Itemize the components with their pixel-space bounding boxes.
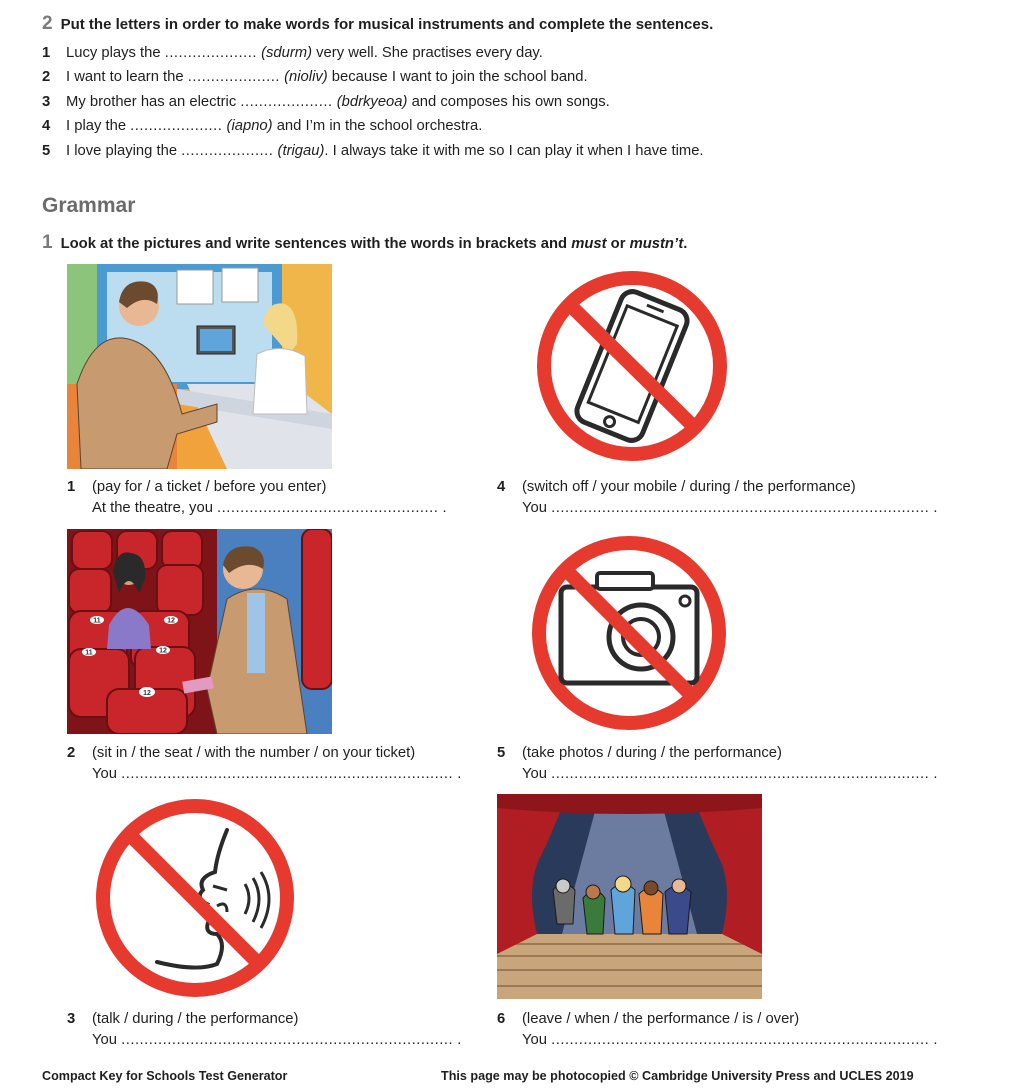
answer-end: .	[933, 500, 938, 516]
answer-end: .	[933, 1032, 938, 1048]
item-number: 5	[497, 745, 506, 761]
item-text-before: My brother has an electric	[66, 93, 241, 110]
prompt-words: (leave / when / the performance / is / over)	[522, 1011, 800, 1027]
answer-line[interactable]: ..................................................................................	[551, 1032, 930, 1048]
item-text-before: I play the	[66, 118, 131, 135]
answer-blank[interactable]: ....................	[240, 93, 333, 110]
item-text-before: I want to learn the	[66, 69, 188, 86]
answer-blank[interactable]: ....................	[181, 142, 274, 159]
stage-illustration	[497, 794, 762, 999]
scrambled-hint: (trigau)	[277, 142, 325, 159]
item-number: 4	[42, 118, 51, 135]
answer-line[interactable]: ................................................	[217, 500, 439, 516]
answer-line[interactable]: ........................................................................	[121, 766, 454, 782]
prompt-words: (pay for / a ticket / before you enter)	[92, 479, 327, 495]
prompt-5	[497, 743, 937, 785]
scrambled-hint: (nioliv)	[284, 69, 328, 86]
keyword-mustnt: mustn’t	[629, 236, 684, 252]
answer-start: You	[522, 1032, 547, 1048]
seat-number: 11	[93, 617, 101, 625]
answer-line[interactable]: ..................................................................................	[551, 766, 930, 782]
prompt-words: (sit in / the seat / with the number / on your ticket)	[92, 745, 416, 761]
exercise-item	[42, 67, 704, 91]
exercise-number: 2	[42, 13, 53, 34]
exercise-item	[42, 141, 704, 165]
no-mobile-sign	[497, 264, 762, 469]
item-number: 2	[42, 69, 51, 86]
picture-theatre-seats	[67, 529, 332, 734]
seat-number: 12	[167, 617, 175, 625]
grammar-exercise-1-instruction	[42, 232, 687, 254]
prompt-words: (take photos / during / the performance)	[522, 745, 782, 761]
footer-title: Compact Key for Schools Test Generator	[42, 1069, 288, 1083]
answer-start: You	[92, 766, 117, 782]
prompt-4	[497, 477, 937, 519]
prompt-2	[67, 743, 461, 785]
instruction-text: Look at the pictures and write sentences with the words in brackets and	[60, 236, 572, 252]
answer-end: .	[442, 500, 447, 516]
ticket-office-illustration	[67, 264, 332, 469]
scrambled-hint: (bdrkyeoa)	[336, 93, 408, 110]
seat-number: 11	[85, 649, 93, 657]
item-text-before: I love playing the	[66, 142, 182, 159]
exercise-item	[42, 43, 704, 67]
no-talking-sign	[67, 794, 332, 999]
item-text-after: and composes his own songs.	[407, 93, 610, 110]
item-number: 3	[42, 93, 51, 110]
instruction-end: .	[683, 236, 688, 252]
item-number: 4	[497, 479, 506, 495]
exercise-2-list	[42, 43, 704, 165]
seat-number: 12	[143, 690, 151, 697]
answer-end: .	[933, 766, 938, 782]
answer-start: You	[92, 1032, 117, 1048]
prompt-3	[67, 1009, 461, 1051]
item-number: 1	[42, 45, 51, 61]
exercise-number: 1	[42, 232, 53, 253]
answer-blank[interactable]: ....................	[187, 69, 280, 86]
seat-number: 12	[159, 647, 167, 655]
no-camera-sign	[497, 529, 762, 734]
item-text-before: Lucy plays the	[66, 45, 165, 61]
picture-no-talking	[67, 794, 332, 999]
item-number: 1	[67, 479, 76, 495]
answer-line[interactable]: ..................................................................................	[551, 500, 930, 516]
exercise-item	[42, 92, 704, 116]
item-number: 2	[67, 745, 76, 761]
answer-end: .	[457, 1032, 462, 1048]
item-text-after: and I’m in the school orchestra.	[272, 118, 483, 135]
answer-blank[interactable]: ....................	[130, 118, 223, 135]
picture-stage-bow	[497, 794, 762, 999]
picture-no-photos	[497, 529, 762, 734]
exercise-2-instruction	[42, 13, 713, 35]
answer-start: You	[522, 500, 547, 516]
item-number: 6	[497, 1011, 506, 1027]
picture-ticket-office	[67, 264, 332, 469]
keyword-must: must	[571, 236, 607, 252]
item-number: 3	[67, 1011, 76, 1027]
item-text-after: . I always take it with me so I can play it when I have time.	[324, 142, 704, 159]
item-text-after: very well. She practises every day.	[312, 45, 543, 61]
item-number: 5	[42, 142, 51, 159]
prompt-1	[67, 477, 447, 519]
instruction-or: or	[606, 236, 630, 252]
scrambled-hint: (sdurm)	[261, 45, 313, 61]
prompt-6	[497, 1009, 937, 1051]
answer-start: You	[522, 766, 547, 782]
theatre-seats-illustration	[67, 529, 332, 734]
answer-end: .	[457, 766, 462, 782]
answer-blank[interactable]: ....................	[164, 45, 257, 61]
footer-copyright: This page may be photocopied © Cambridge University Press and UCLES 2019	[441, 1069, 914, 1083]
item-text-after: because I want to join the school band.	[327, 69, 588, 86]
exercise-item	[42, 116, 704, 140]
instruction-text: Put the letters in order to make words for musical instruments and complete the sentences.	[60, 16, 714, 33]
prompt-words: (switch off / your mobile / during / the performance)	[522, 479, 856, 495]
picture-no-mobile	[497, 264, 762, 469]
scrambled-hint: (iapno)	[226, 118, 273, 135]
answer-line[interactable]: ........................................................................	[121, 1032, 454, 1048]
section-heading-grammar: Grammar	[42, 194, 136, 217]
answer-start: At the theatre, you	[92, 500, 213, 516]
prompt-words: (talk / during / the performance)	[92, 1011, 299, 1027]
